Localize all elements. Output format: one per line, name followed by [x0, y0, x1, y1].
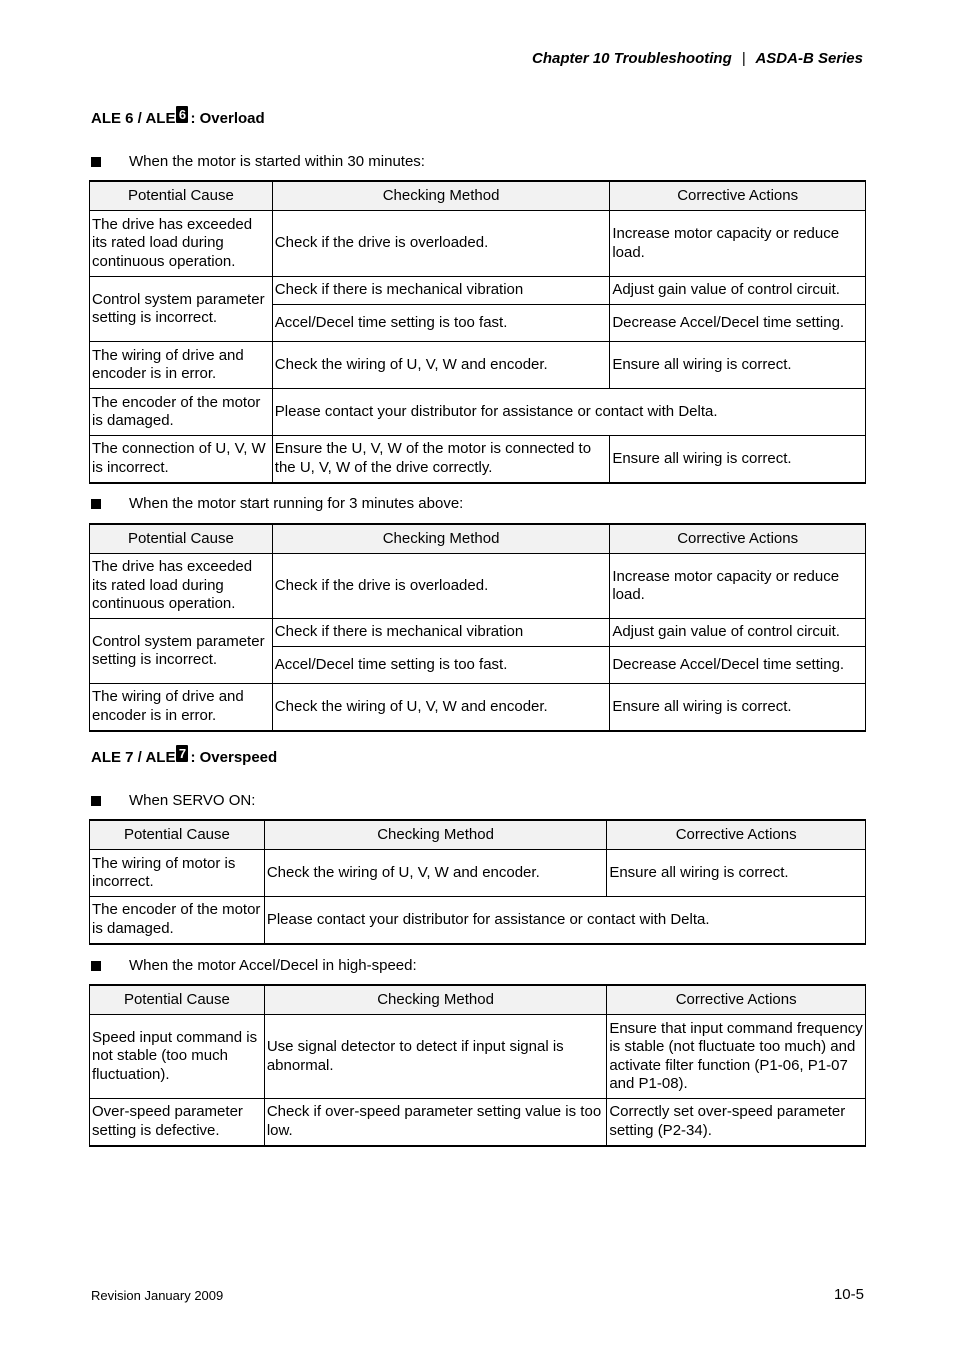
- cell-cause: The drive has exceeded its rated load during continuous operation.: [90, 554, 273, 619]
- page-number: 10-5: [833, 1286, 864, 1303]
- header-separator: |: [741, 50, 746, 67]
- cell-action: Decrease Accel/Decel time setting.: [610, 305, 866, 342]
- header-potential-cause: Potential Cause: [90, 524, 273, 554]
- header-checking-method: Checking Method: [272, 181, 610, 211]
- cell-action: Decrease Accel/Decel time setting.: [610, 647, 866, 684]
- ale7-title: [91, 747, 277, 766]
- table-row: [90, 554, 866, 619]
- header-checking-method: Checking Method: [264, 820, 607, 850]
- cell-action: Ensure all wiring is correct.: [610, 436, 866, 483]
- cell-cause: The wiring of drive and encoder is in error.: [90, 684, 273, 731]
- header-corrective-actions: Corrective Actions: [610, 524, 866, 554]
- header-corrective-actions: Corrective Actions: [610, 181, 866, 211]
- table-row: [90, 389, 866, 436]
- cell-action: Adjust gain value of control circuit.: [610, 619, 866, 647]
- cell-action: Ensure that input command frequency is stable (not fluctuate too much) and activate filter function (P1-06, P1-07 and P1-08).: [607, 1015, 866, 1099]
- cell-method: Check if the drive is overloaded.: [272, 211, 610, 277]
- cell-method: Check the wiring of U, V, W and encoder.: [264, 850, 607, 897]
- ale6-title: [91, 108, 265, 127]
- ale6-bullet-1: [91, 153, 425, 170]
- cell-method: Check the wiring of U, V, W and encoder.: [272, 342, 610, 389]
- bullet-text: When the motor Accel/Decel in high-speed:: [129, 957, 417, 974]
- ale6-title-suffix: : Overload: [190, 110, 265, 127]
- cell-cause: The connection of U, V, W is incorrect.: [90, 436, 273, 483]
- cell-method: Check if there is mechanical vibration: [272, 619, 610, 647]
- cell-action: Ensure all wiring is correct.: [610, 684, 866, 731]
- cell-method: Use signal detector to detect if input signal is abnormal.: [264, 1015, 607, 1099]
- cell-action: Increase motor capacity or reduce load.: [610, 554, 866, 619]
- ale7-title-suffix: : Overspeed: [190, 749, 278, 766]
- cell-method: Accel/Decel time setting is too fast.: [272, 305, 610, 342]
- cell-method-merged: Please contact your distributor for assistance or contact with Delta.: [264, 897, 865, 944]
- cell-action: Correctly set over-speed parameter setting (P2-34).: [607, 1099, 866, 1146]
- header-checking-method: Checking Method: [264, 985, 607, 1015]
- ale6-table-2: [89, 523, 866, 732]
- bullet-text: When the motor is started within 30 minutes:: [129, 153, 425, 170]
- ale6-bullet-2: [91, 495, 463, 512]
- bullet-square-icon: [91, 796, 101, 806]
- cell-cause: The encoder of the motor is damaged.: [90, 389, 273, 436]
- bullet-square-icon: [91, 157, 101, 167]
- ale6-title-prefix: ALE 6 / ALE: [91, 110, 176, 127]
- cell-method: Check if over-speed parameter setting value is too low.: [264, 1099, 607, 1146]
- cell-cause: The wiring of motor is incorrect.: [90, 850, 265, 897]
- header-corrective-actions: Corrective Actions: [607, 985, 866, 1015]
- page-header: [532, 50, 863, 67]
- lcd-digit-7-icon: 7: [176, 745, 188, 762]
- cell-method: Accel/Decel time setting is too fast.: [272, 647, 610, 684]
- chapter-title: Chapter 10 Troubleshooting: [532, 50, 732, 67]
- table-row: [90, 684, 866, 731]
- table-header-row: [90, 181, 866, 211]
- cell-cause: The wiring of drive and encoder is in error.: [90, 342, 273, 389]
- cell-cause: The encoder of the motor is damaged.: [90, 897, 265, 944]
- table-row: [90, 1099, 866, 1146]
- bullet-square-icon: [91, 499, 101, 509]
- ale7-bullet-2: [91, 957, 417, 974]
- series-name: ASDA-B Series: [755, 50, 863, 67]
- cell-action: Ensure all wiring is correct.: [607, 850, 866, 897]
- table-row: [90, 1015, 866, 1099]
- footer-revision: Revision January 2009: [91, 1288, 224, 1303]
- lcd-digit-6-icon: 6: [176, 106, 188, 123]
- table-row: [90, 897, 866, 944]
- table-row: [90, 211, 866, 277]
- table-row: [90, 850, 866, 897]
- table-row: [90, 436, 866, 483]
- cell-method: Check if there is mechanical vibration: [272, 277, 610, 305]
- cell-action: Ensure all wiring is correct.: [610, 342, 866, 389]
- cell-method: Ensure the U, V, W of the motor is connected to the U, V, W of the drive correctly.: [272, 436, 610, 483]
- header-potential-cause: Potential Cause: [90, 820, 265, 850]
- table-header-row: [90, 985, 866, 1015]
- cell-method: Check the wiring of U, V, W and encoder.: [272, 684, 610, 731]
- cell-method-merged: Please contact your distributor for assistance or contact with Delta.: [272, 389, 865, 436]
- header-corrective-actions: Corrective Actions: [607, 820, 866, 850]
- header-potential-cause: Potential Cause: [90, 181, 273, 211]
- header-potential-cause: Potential Cause: [90, 985, 265, 1015]
- bullet-text: When SERVO ON:: [129, 792, 256, 809]
- cell-method: Check if the drive is overloaded.: [272, 554, 610, 619]
- cell-cause: Speed input command is not stable (too much fluctuation).: [90, 1015, 265, 1099]
- cell-cause: Control system parameter setting is incorrect.: [90, 277, 273, 342]
- table-row: [90, 342, 866, 389]
- cell-action: Increase motor capacity or reduce load.: [610, 211, 866, 277]
- table-row: [90, 619, 866, 647]
- table-header-row: [90, 524, 866, 554]
- cell-cause: Control system parameter setting is incorrect.: [90, 619, 273, 684]
- header-checking-method: Checking Method: [272, 524, 610, 554]
- table-header-row: [90, 820, 866, 850]
- ale7-table-1: [89, 819, 866, 945]
- bullet-text: When the motor start running for 3 minutes above:: [129, 495, 464, 512]
- ale7-bullet-1: [91, 792, 255, 809]
- cell-action: Adjust gain value of control circuit.: [610, 277, 866, 305]
- cell-cause: The drive has exceeded its rated load during continuous operation.: [90, 211, 273, 277]
- ale6-table-1: [89, 180, 866, 484]
- ale7-table-2: [89, 984, 866, 1147]
- cell-cause: Over-speed parameter setting is defective.: [90, 1099, 265, 1146]
- bullet-square-icon: [91, 961, 101, 971]
- table-row: [90, 277, 866, 305]
- ale7-title-prefix: ALE 7 / ALE: [91, 749, 176, 766]
